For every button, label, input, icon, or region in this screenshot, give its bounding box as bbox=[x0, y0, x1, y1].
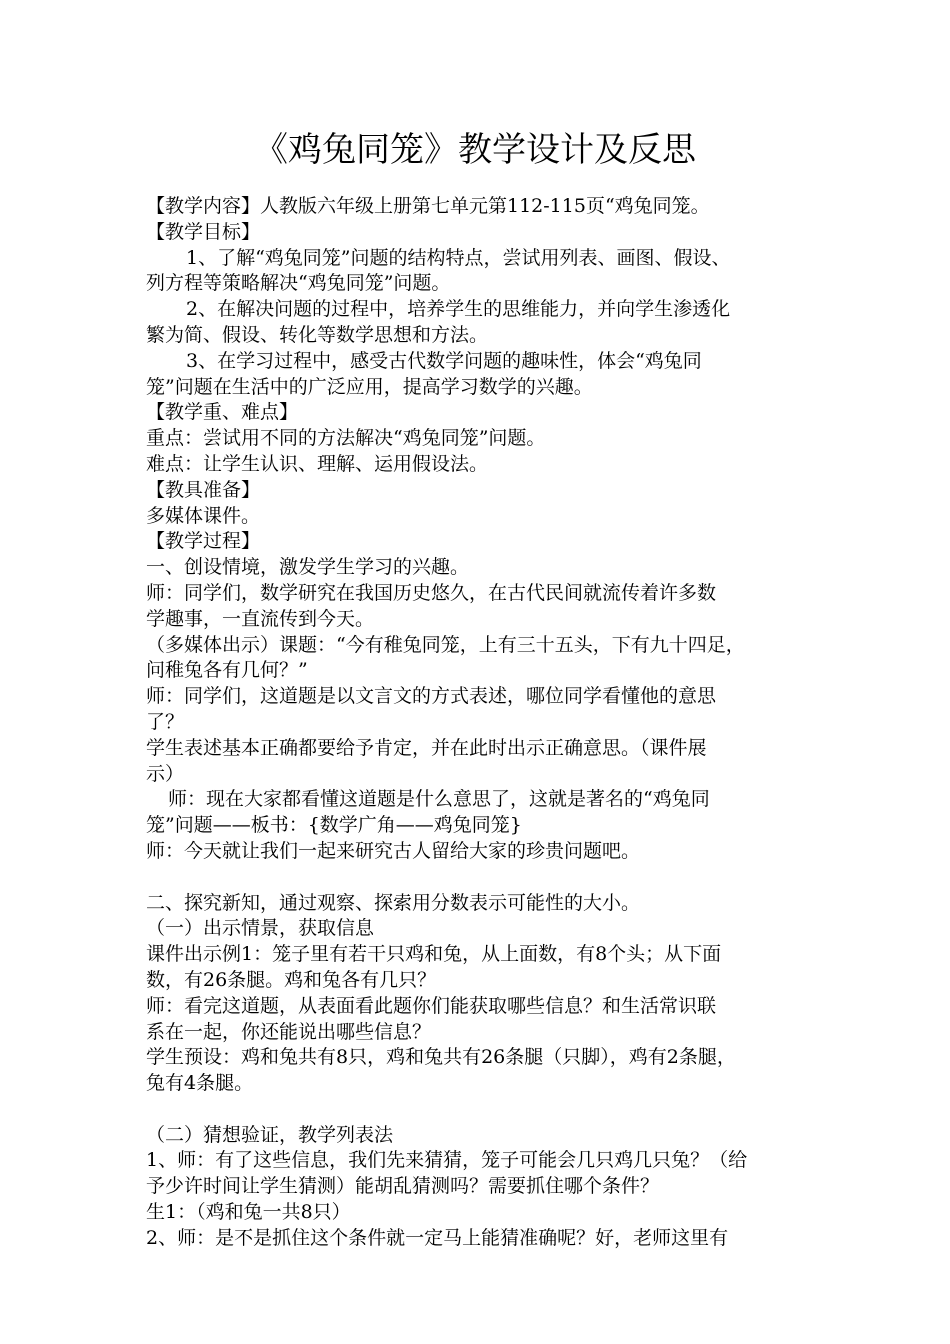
text-line: 【教学过程】 bbox=[146, 530, 261, 553]
text-line: 繁为简、假设、转化等数学思想和方法。 bbox=[146, 323, 489, 346]
text-line: 系在一起，你还能说出哪些信息？ bbox=[146, 1020, 432, 1043]
text-line: 学生预设：鸡和兔共有8只，鸡和兔共有26条腿（只脚），鸡有2条腿， bbox=[146, 1046, 736, 1069]
text-line: 学趣事，一直流传到今天。 bbox=[146, 607, 375, 630]
text-line: 多媒体课件。 bbox=[146, 504, 261, 527]
blank-line bbox=[146, 1097, 810, 1123]
text-line: 二、探究新知，通过观察、探索用分数表示可能性的大小。 bbox=[146, 891, 641, 914]
text-line: 3、在学习过程中，感受古代数学问题的趣味性，体会“鸡兔同 bbox=[186, 349, 702, 372]
text-line: 生1：（鸡和兔一共8只） bbox=[146, 1201, 351, 1224]
text-line: 问稚兔各有几何？” bbox=[146, 659, 308, 682]
text-line: 示） bbox=[146, 762, 185, 785]
text-line: 难点：让学生认识、理解、运用假设法。 bbox=[146, 452, 489, 475]
text-line: 予少许时间让学生猜测）能胡乱猜测吗？需要抓住哪个条件？ bbox=[146, 1175, 660, 1198]
text-line: 1、师：有了这些信息，我们先来猜猜，笼子可能会几只鸡几只兔？（给 bbox=[146, 1149, 748, 1172]
text-line: 兔有4条腿。 bbox=[146, 1072, 254, 1095]
document-body bbox=[146, 194, 810, 1252]
text-line: 笼”问题在生活中的广泛应用，提高学习数学的兴趣。 bbox=[146, 375, 593, 398]
text-line: 学生表述基本正确都要给予肯定，并在此时出示正确意思。（课件展 bbox=[146, 736, 707, 759]
text-line: 【教学目标】 bbox=[146, 220, 261, 243]
text-line: 【教学内容】人教版六年级上册第七单元第112-115页“鸡兔同笼。 bbox=[146, 195, 710, 217]
text-line: 课件出示例1：笼子里有若干只鸡和兔，从上面数，有8个头；从下面 bbox=[146, 943, 722, 966]
text-line: （多媒体出示）课题：“今有稚兔同笼，上有三十五头，下有九十四足， bbox=[146, 633, 745, 656]
text-line: 2、师：是不是抓住这个条件就一定马上能猜准确呢？好，老师这里有 bbox=[146, 1226, 729, 1249]
text-line: 师：同学们，这道题是以文言文的方式表述，哪位同学看懂他的意思 bbox=[146, 685, 717, 708]
text-line: 1、了解“鸡兔同笼”问题的结构特点，尝试用列表、画图、假设、 bbox=[186, 246, 731, 269]
text-line: 师：今天就让我们一起来研究古人留给大家的珍贵问题吧。 bbox=[146, 839, 641, 862]
text-line: 一、创设情境，激发学生学习的兴趣。 bbox=[146, 556, 470, 579]
text-line: 师：看完这道题，从表面看此题你们能获取哪些信息？和生活常识联 bbox=[146, 994, 717, 1017]
text-line: （一）出示情景，获取信息 bbox=[146, 917, 375, 940]
text-line: 重点：尝试用不同的方法解决“鸡兔同笼”问题。 bbox=[146, 427, 546, 450]
text-line: 2、在解决问题的过程中，培养学生的思维能力，并向学生渗透化 bbox=[186, 298, 731, 321]
blank-line bbox=[146, 865, 810, 891]
text-line: 笼”问题——板书：{数学广角——鸡兔同笼} bbox=[146, 814, 522, 837]
text-line: 师：同学们，数学研究在我国历史悠久，在古代民间就流传着许多数 bbox=[146, 581, 717, 604]
document-title: 《鸡兔同笼》教学设计及反思 bbox=[254, 130, 696, 170]
text-line: 数，有26条腿。鸡和兔各有几只？ bbox=[146, 968, 437, 991]
text-line: 了？ bbox=[146, 710, 185, 733]
text-line: 【教学重、难点】 bbox=[146, 401, 299, 424]
text-line: （二）猜想验证，教学列表法 bbox=[146, 1123, 394, 1146]
text-line: 【教具准备】 bbox=[146, 478, 261, 501]
text-line: 列方程等策略解决“鸡兔同笼”问题。 bbox=[146, 272, 451, 295]
text-line: 师：现在大家都看懂这道题是什么意思了，这就是著名的“鸡兔同 bbox=[168, 788, 710, 811]
